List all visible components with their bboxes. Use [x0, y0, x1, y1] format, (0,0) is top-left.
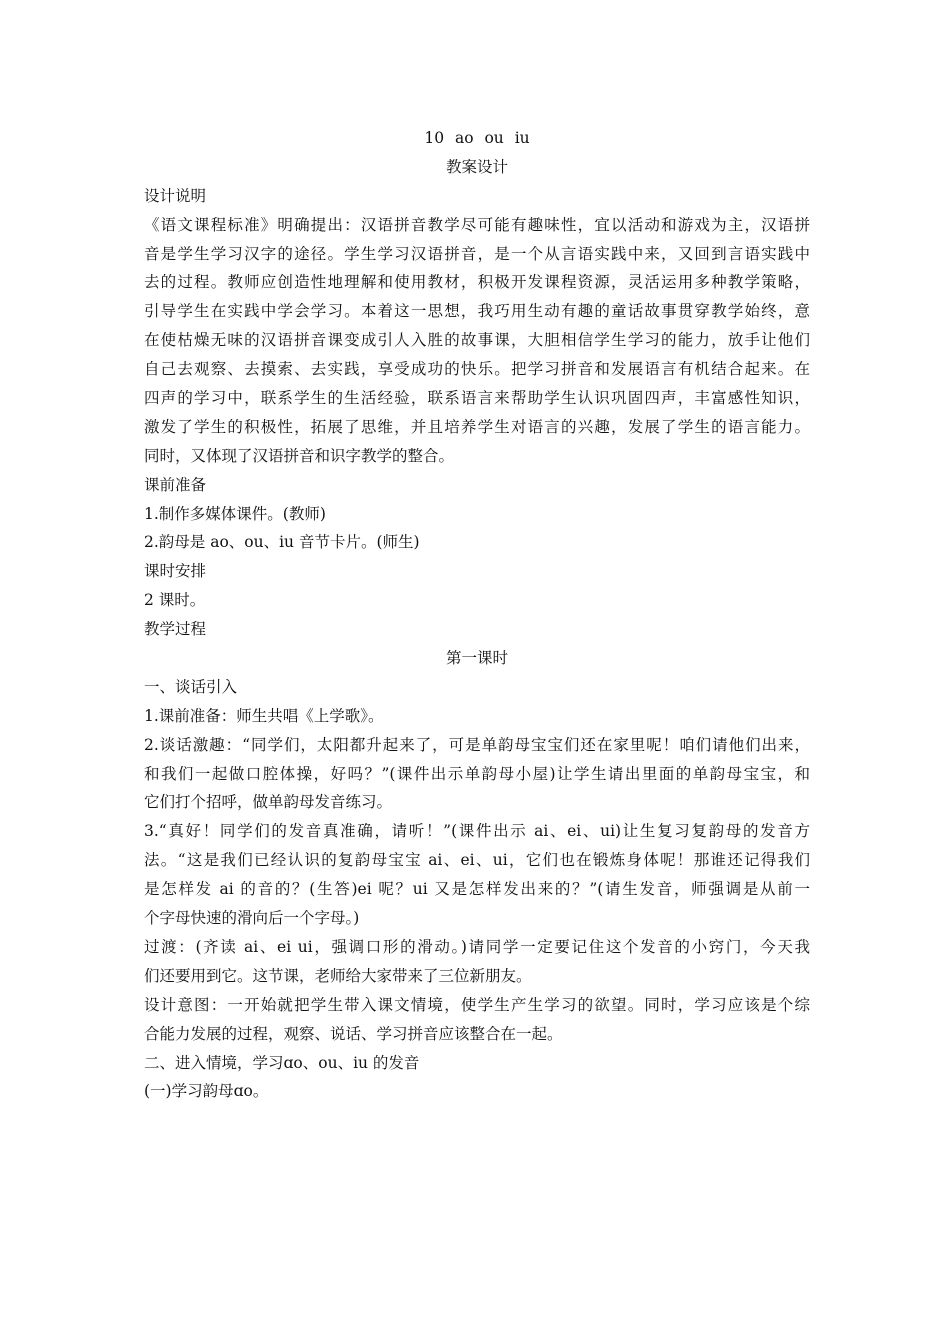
- section-heading-process: 教学过程: [144, 620, 207, 639]
- paragraph-line: 法。“这是我们已经认识的复韵母宝宝 ai、ei、ui，它们也在锻炼身体呢！那谁还记得我们: [144, 851, 810, 870]
- design-note-paragraph: [144, 211, 810, 471]
- design-intent-paragraph: [144, 991, 810, 1049]
- paragraph-line: 合能力发展的过程，观察、说话、学习拼音应该整合在一起。: [144, 1024, 563, 1043]
- paragraph-line: 过渡：(齐读 ai、ei ui，强调口形的滑动。)请同学一定要记住这个发音的小窍门，今天我: [144, 937, 810, 956]
- paragraph-line: 四声的学习中，联系学生的生活经验，联系语言来帮助学生认识巩固四声，丰富感性知识，: [144, 389, 810, 408]
- paragraph-line: 个字母快速的滑向后一个字母。): [144, 909, 360, 928]
- paragraph-line: 引导学生在实践中学会学习。本着这一思想，我巧用生动有趣的童话故事贯穿教学始终，意: [144, 302, 810, 321]
- section-heading-prep: 课前准备: [144, 475, 207, 494]
- schedule-text: 2 课时。: [144, 591, 206, 610]
- paragraph-line: 同时，又体现了汉语拼音和识字教学的整合。: [144, 446, 455, 465]
- transition-paragraph: [144, 933, 810, 991]
- prep-item: 2.韵母是 ao、ou、iu 音节卡片。(师生): [144, 533, 420, 552]
- paragraph-line: 是怎样发 ai 的音的？(生答)ei 呢？ui 又是怎样发出来的？”(请生发音，师强调是从前一: [144, 880, 810, 899]
- paragraph-line: 音是学生学习汉字的途径。学生学习汉语拼音，是一个从言语实践中来，又回到言语实践中: [144, 244, 810, 263]
- paragraph-line: 自己去观察、去摸索、去实践，享受成功的快乐。把学习拼音和发展语言有机结合起来。在: [144, 360, 810, 379]
- prep-item: 1.制作多媒体课件。(教师): [144, 504, 326, 523]
- lesson-title: 10 ao ou iu: [424, 129, 530, 147]
- document-page: [144, 124, 810, 1106]
- part-one-heading: 一、谈话引入: [144, 677, 238, 696]
- paragraph-line: 去的过程。教师应创造性地理解和使用教材，积极开发课程资源，灵活运用多种教学策略，: [144, 273, 810, 292]
- paragraph-line: 和我们一起做口腔体操，好吗？”(课件出示单韵母小屋)让学生请出里面的单韵母宝宝，和: [144, 764, 810, 783]
- part-two-subheading: (一)学习韵母ɑo。: [144, 1082, 269, 1101]
- section-heading-schedule: 课时安排: [144, 562, 207, 581]
- paragraph-line: 激发了学生的积极性，拓展了思维，并且培养学生对语言的兴趣，发展了学生的语言能力。: [144, 417, 810, 436]
- document-subtitle: 教案设计: [445, 157, 508, 176]
- paragraph-line: 2.谈话激趣：“同学们，太阳都升起来了，可是单韵母宝宝们还在家里呢！咱们请他们出来，: [144, 735, 810, 754]
- lesson-one-heading: 第一课时: [445, 649, 508, 668]
- paragraph-line: 在使枯燥无味的汉语拼音课变成引人入胜的故事课，大胆相信学生学习的能力，放手让他们: [144, 331, 810, 350]
- paragraph-line: 3.“真好！同学们的发音真准确，请听！”(课件出示 ai、ei、ui)让生复习复韵母的发音方: [144, 822, 810, 841]
- part-two-heading: 二、进入情境，学习ɑo、ou、iu 的发音: [144, 1053, 420, 1072]
- section-heading-design-note: 设计说明: [144, 186, 207, 205]
- paragraph-line: 们还要用到它。这节课，老师给大家带来了三位新朋友。: [144, 966, 532, 985]
- paragraph-line: 《语文课程标准》明确提出：汉语拼音教学尽可能有趣味性，宜以活动和游戏为主，汉语拼: [144, 215, 810, 234]
- part-one-item-1: 1.课前准备：师生共唱《上学歌》。: [144, 706, 384, 725]
- paragraph-line: 它们打个招呼，做单韵母发音练习。: [144, 793, 393, 812]
- part-one-item-3: [144, 817, 810, 933]
- paragraph-line: 设计意图：一开始就把学生带入课文情境，使学生产生学习的欲望。同时，学习应该是个综: [144, 995, 810, 1014]
- part-one-item-2: [144, 731, 810, 818]
